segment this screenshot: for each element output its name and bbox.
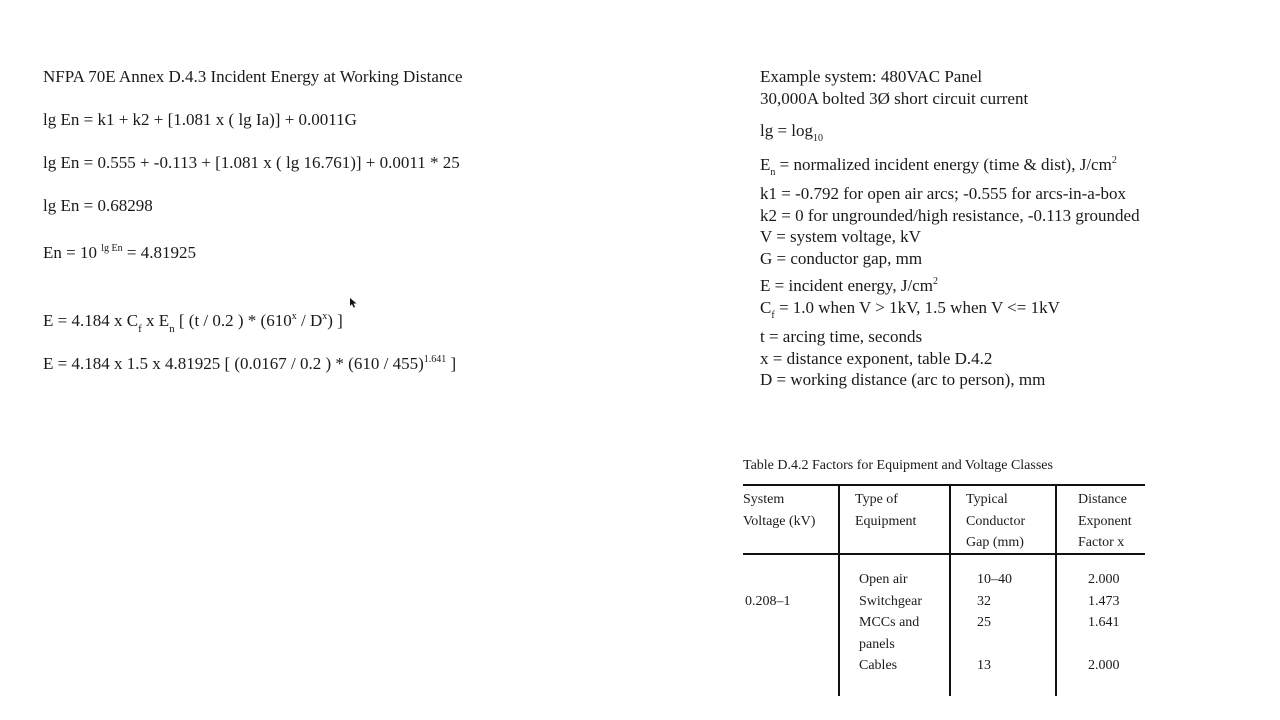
example-system-line: Example system: 480VAC Panel: [760, 67, 983, 86]
table-cell: 13: [977, 658, 991, 673]
header-line: System: [743, 492, 785, 507]
header-line: Typical: [966, 492, 1008, 507]
eq-e-part: E = 4.184 x C: [43, 311, 139, 330]
def-v: V = system voltage, kV: [760, 227, 921, 246]
table-cell: [1088, 634, 1120, 656]
eq-e-sub-exponent: 1.641: [423, 354, 447, 365]
table-cell: Cables: [859, 658, 898, 673]
header-line: Type of: [855, 492, 898, 507]
page-title: NFPA 70E Annex D.4.3 Incident Energy at Working Distance: [43, 67, 463, 86]
def-g: G = conductor gap, mm: [760, 248, 923, 268]
def-x: x = distance exponent, table D.4.2: [760, 348, 993, 368]
eq-en-prefix: En = 10: [43, 243, 102, 262]
def-cf-sub: f: [771, 309, 775, 321]
short-circuit-current-line: 30,000A bolted 3Ø short circuit current: [760, 88, 1029, 108]
eq-e-sub-part: E = 4.184 x 1.5 x 4.81925 [ (0.0167 / 0.2 ) * (610 / 455): [43, 354, 424, 373]
table-column-divider: [838, 484, 840, 696]
def-d: D = working distance (arc to person), mm: [760, 370, 1046, 389]
def-e-text: E = incident energy, J/cm: [760, 276, 933, 295]
equation-en-result: [43, 239, 196, 263]
table-title: Table D.4.2 Factors for Equipment and Voltage Classes: [743, 458, 1053, 473]
header-line: Voltage (kV): [743, 513, 816, 529]
def-t: t = arcing time, seconds: [760, 327, 923, 346]
header-type-of-equipment: [855, 489, 916, 532]
def-cf-lhs: C: [760, 297, 772, 317]
header-line: Gap (mm): [966, 535, 1024, 550]
eq-e-sup-x: x: [322, 311, 328, 322]
table-column-divider: [949, 484, 951, 696]
eq-e-sub-n: n: [169, 323, 175, 335]
equation-e-general: [43, 307, 343, 339]
table-cell: 2.000: [1088, 658, 1120, 673]
table-cell: 1.641: [1088, 615, 1120, 630]
cell-voltage: 0.208–1: [745, 594, 791, 609]
equation-lg-en-general: lg En = k1 + k2 + [1.081 x ( lg Ia)] + 0.0011G: [43, 110, 357, 129]
eq-e-sub-f: f: [138, 323, 142, 335]
header-line: Exponent: [1078, 513, 1132, 529]
header-system-voltage: [743, 489, 815, 532]
eq-e-part: / D: [296, 311, 323, 330]
header-line: Factor x: [1078, 535, 1125, 550]
eq-en-exponent: lg En: [101, 243, 123, 254]
def-cf: [760, 297, 1060, 327]
eq-e-sub-part: ]: [446, 354, 457, 373]
table-cell: Open air: [859, 572, 908, 587]
table-cell: Switchgear: [859, 593, 922, 609]
header-line: Conductor: [966, 513, 1026, 529]
def-k2: k2 = 0 for ungrounded/high resistance, -0.113 grounded: [760, 205, 1140, 225]
equation-lg-en-result: lg En = 0.68298: [43, 196, 153, 215]
def-en-sub: n: [770, 166, 776, 178]
factors-table: [743, 484, 1145, 696]
def-k1: k1 = -0.792 for open air arcs; -0.555 for arcs-in-a-box: [760, 184, 1126, 203]
table-column-divider: [1055, 484, 1057, 696]
table-cell: panels: [859, 636, 895, 652]
def-en: [760, 150, 1140, 184]
eq-e-part: x E: [141, 311, 170, 330]
header-distance-exponent: [1078, 489, 1132, 554]
def-lg: [760, 120, 1140, 150]
def-lg-sub: 10: [813, 133, 824, 144]
table-cell: 2.000: [1088, 572, 1120, 587]
def-e-sup: 2: [932, 276, 938, 287]
variable-definitions-2: [760, 271, 1060, 391]
column-equipment: [859, 569, 922, 677]
column-gap: [977, 569, 1012, 677]
equation-e-substituted: [43, 350, 456, 374]
header-line: Equipment: [855, 513, 917, 529]
column-factor: [1088, 569, 1120, 677]
table-cell: 25: [977, 615, 991, 630]
header-conductor-gap: [966, 489, 1025, 554]
table-cell: [977, 634, 1012, 656]
header-line: Distance: [1078, 492, 1127, 507]
table-cell: 1.473: [1088, 593, 1120, 609]
def-en-lhs: E: [760, 154, 771, 174]
table-cell: 10–40: [977, 572, 1012, 587]
def-cf-rhs: = 1.0 when V > 1kV, 1.5 when V <= 1kV: [774, 297, 1060, 317]
equation-lg-en-substituted: lg En = 0.555 + -0.113 + [1.081 x ( lg 16.761)] + 0.0011 * 25: [43, 153, 460, 172]
eq-e-sup-x: x: [291, 311, 297, 322]
def-en-rhs: = normalized incident energy (time & dist), J/cm: [775, 154, 1112, 174]
variable-definitions-1: [760, 120, 1140, 269]
def-lg-text: lg = log: [760, 121, 814, 140]
table-cell: MCCs and: [859, 615, 920, 630]
table-top-rule: [743, 484, 1145, 486]
def-en-sup: 2: [1111, 154, 1117, 166]
table-cell: 32: [977, 593, 991, 609]
example-system-block: [760, 66, 1028, 109]
eq-en-suffix: = 4.81925: [122, 243, 196, 262]
eq-e-part: [ (t / 0.2 ) * (610: [174, 311, 292, 330]
eq-e-part: ) ]: [327, 311, 343, 330]
def-e: [760, 271, 1060, 297]
